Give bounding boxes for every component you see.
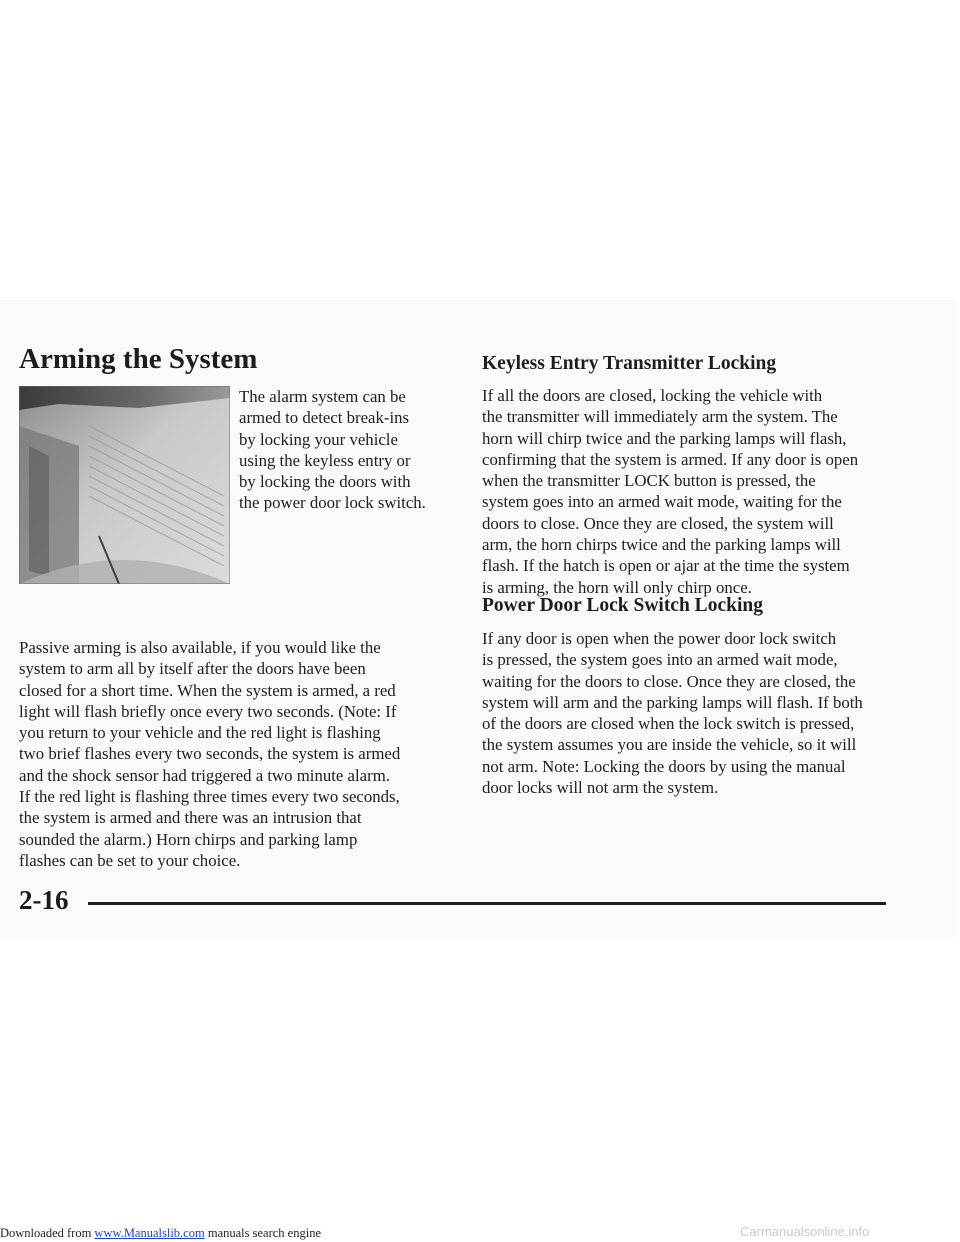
power-door-lock-paragraph: If any door is open when the power door lock switch is pressed, the system goes into an armed wait mode, waiting for the doors to close. Once they are closed, the system will arm and the parking lamps will flash. If both of the doors are closed when the lock switch is pressed, the system assumes you are inside the vehicle, so it will not arm. Note: Locking the doors by using the manual door locks will not arm the system. [482, 629, 863, 798]
manualslib-link[interactable]: www.Manualslib.com [94, 1226, 205, 1240]
footer-rule [88, 902, 886, 905]
section-heading-arming: Arming the System [19, 343, 258, 375]
download-source-note [0, 1226, 321, 1241]
vehicle-interior-photo [19, 386, 230, 584]
keyless-entry-paragraph: If all the doors are closed, locking the vehicle with the transmitter will immediately arm the system. The horn will chirp twice and the parking lamps will flash, confirming that the system is armed. If any door is open when the transmitter LOCK button is pressed, the system goes into an armed wait mode, waiting for the doors to close. Once they are closed, the system will arm, the horn chirps twice and the parking lamps will flash. If the hatch is open or ajar at the time the system is arming, the horn will only chirp once. [482, 386, 859, 597]
download-suffix: manuals search engine [204, 1226, 321, 1240]
download-prefix: Downloaded from [0, 1226, 95, 1240]
intro-paragraph: The alarm system can be armed to detect break-ins by locking your vehicle using the keyless entry or by locking the doors with the power door lock switch. [239, 387, 426, 513]
page-number: 2-16 [19, 885, 69, 915]
power-door-lock-heading: Power Door Lock Switch Locking [482, 595, 763, 616]
keyless-entry-heading: Keyless Entry Transmitter Locking [482, 353, 777, 374]
passive-arming-paragraph: Passive arming is also available, if you would like the system to arm all by itself after the doors have been closed for a short time. When the system is armed, a red light will flash briefly once every two seconds. (Note: If you return to your vehicle and the red light is flashing two brief flashes every two seconds, the system is armed and the shock sensor had triggered a two minute alarm. If the red light is flashing three times every two seconds, the system is armed and there was an intrusion that sounded the alarm.) Horn chirps and parking lamp flashes can be set to your choice. [19, 638, 401, 870]
site-watermark: Carmanualsonline.info [740, 1224, 870, 1239]
